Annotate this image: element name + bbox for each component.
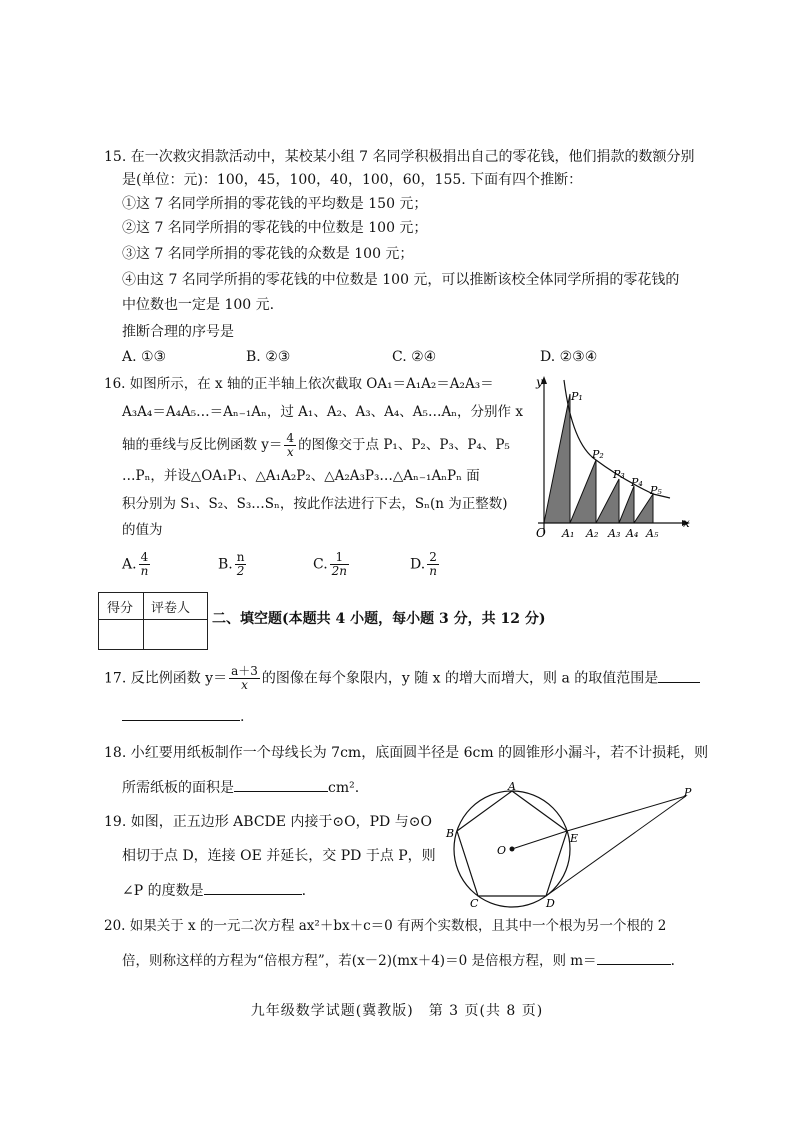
q19-line2: 相切于点 D，连接 OE 并延长，交 PD 于点 P，则 bbox=[122, 848, 436, 864]
p4-label: P₄ bbox=[631, 476, 643, 489]
q15-statement-4a: ④由这 7 名同学所捐的零花钱的中位数是 100 元，可以推断该校全体同学所捐的零花钱的 bbox=[122, 272, 680, 288]
pentagon-abcde bbox=[457, 791, 567, 896]
q15-statement-2: ②这 7 名同学所捐的零花钱的中位数是 100 元； bbox=[122, 220, 428, 236]
q16-line3: 轴的垂线与反比例函数 y＝ $\frac{4}{x}$ 的图像交于点 P₁、P₂、P₃、P₄、P₅ bbox=[122, 431, 510, 459]
q15-line2: 是(单位：元)：100，45，100，40，100，60，155. 下面有四个推断： bbox=[122, 172, 583, 188]
q19-line1: 19. 如图，正五边形 ABCDE 内接于⊙O，PD 与⊙O bbox=[104, 814, 432, 830]
a5-label: A₅ bbox=[646, 527, 659, 540]
q16-line4: …Pₙ，并设△OA₁P₁、△A₁A₂P₂、△A₂A₃P₃…△Aₙ₋₁AₙPₙ 面 bbox=[122, 468, 480, 484]
score-label: 得分 bbox=[107, 601, 134, 616]
label-b: B bbox=[446, 827, 455, 840]
q15-option-a: A. ①③ bbox=[122, 349, 167, 365]
label-d: D bbox=[546, 897, 555, 910]
q17-line2: . bbox=[122, 706, 244, 727]
origin-label: O bbox=[536, 526, 546, 540]
q15-line1: 15. 在一次救灾捐款活动中，某校某小组 7 名同学积极捐出自己的零花钱，他们捐款的数额分别 bbox=[104, 149, 695, 165]
q15-statement-4b: 中位数也一定是 100 元. bbox=[122, 297, 275, 313]
a2-label: A₂ bbox=[586, 527, 599, 540]
section2-title: 二、填空题(本题共 4 小题，每小题 3 分，共 12 分) bbox=[212, 611, 546, 627]
triangle-s3 bbox=[596, 479, 619, 523]
triangle-s1 bbox=[544, 394, 570, 523]
q16-line5: 积分别为 S₁、S₂、S₃…Sₙ，按此作法进行下去，Sₙ(n 为正整数) bbox=[122, 496, 508, 512]
p1-label: P₁ bbox=[571, 390, 583, 403]
q15-option-c: C. ②④ bbox=[392, 349, 437, 365]
q18-line2: 所需纸板的面积是 cm². bbox=[122, 777, 359, 798]
q17-line1: 17. 反比例函数 y＝ $\frac{a+3}{x}$ 的图像在每个象限内，y 随 x 的增大而增大，则 a 的取值范围是 bbox=[104, 665, 700, 692]
q16-option-b: B. $\frac{n}{2}$ bbox=[218, 550, 245, 578]
q15-prompt: 推断合理的序号是 bbox=[122, 324, 234, 340]
p2-label: P₂ bbox=[592, 448, 604, 461]
segment-dp bbox=[546, 796, 686, 896]
q16-figure bbox=[530, 374, 694, 542]
q15-option-b: B. ②③ bbox=[246, 349, 291, 365]
label-a: A bbox=[508, 780, 516, 793]
triangle-s4 bbox=[619, 486, 634, 523]
q15-statement-1: ①这 7 名同学所捐的零花钱的平均数是 150 元； bbox=[122, 196, 428, 212]
page-footer: 九年级数学试题(冀教版) 第 3 页(共 8 页) bbox=[250, 1003, 544, 1019]
q19-line3: ∠P 的度数是 . bbox=[122, 880, 306, 901]
score-table bbox=[98, 592, 208, 650]
q16-line1: 16. 如图所示，在 x 轴的正半轴上依次截取 OA₁＝A₁A₂＝A₂A₃＝ bbox=[104, 376, 494, 392]
q19-figure bbox=[440, 780, 700, 910]
q16-option-d: D. $\frac{2}{n}$ bbox=[410, 550, 437, 578]
label-p: P bbox=[684, 786, 692, 799]
label-e: E bbox=[570, 832, 579, 845]
segment-oe bbox=[512, 831, 567, 849]
q18-line1: 18. 小红要用纸板制作一个母线长为 7cm，底面圆半径是 6cm 的圆锥形小漏斗，若不计损耗，则 bbox=[104, 745, 709, 761]
segment-ep bbox=[567, 796, 686, 831]
a3-label: A₃ bbox=[608, 527, 621, 540]
label-c: C bbox=[470, 897, 479, 910]
q20-line2: 倍，则称这样的方程为“倍根方程”，若(x－2)(mx＋4)＝0 是倍根方程，则 m＝ . bbox=[122, 950, 675, 971]
q15-option-d: D. ②③④ bbox=[540, 349, 598, 365]
q16-option-a: A. $\frac{4}{n}$ bbox=[122, 550, 149, 578]
a1-label: A₁ bbox=[562, 527, 575, 540]
q17-fraction: $\frac{a+3}{x}$ bbox=[231, 664, 258, 692]
a4-label: A₄ bbox=[626, 527, 639, 540]
p3-label: P₃ bbox=[613, 468, 625, 481]
q16-option-c: C. $\frac{1}{2n}$ bbox=[313, 550, 348, 578]
q15-statement-3: ③这 7 名同学所捐的零花钱的众数是 100 元； bbox=[122, 246, 414, 262]
x-label: x bbox=[683, 516, 690, 530]
q17-answer-blank-1[interactable] bbox=[658, 668, 700, 683]
q16-fraction: $\frac{4}{x}$ bbox=[286, 431, 295, 459]
q19-answer-blank[interactable] bbox=[204, 880, 302, 895]
triangle-s5 bbox=[634, 494, 653, 523]
y-label: y bbox=[536, 375, 543, 389]
triangle-s2 bbox=[570, 460, 596, 523]
q20-answer-blank[interactable] bbox=[597, 950, 671, 965]
q20-line1: 20. 如果关于 x 的一元二次方程 ax²＋bx＋c＝0 有两个实数根，且其中一个根为另一个根的 2 bbox=[104, 918, 667, 934]
q18-answer-blank[interactable] bbox=[234, 777, 328, 792]
q16-line6: 的值为 bbox=[122, 522, 163, 538]
grader-label: 评卷人 bbox=[151, 601, 191, 616]
q16-line2: A₃A₄＝A₄A₅…＝Aₙ₋₁Aₙ，过 A₁、A₂、A₃、A₄、A₅…Aₙ，分别作 x bbox=[122, 404, 523, 420]
q17-answer-blank-2[interactable] bbox=[122, 706, 240, 721]
center-dot bbox=[510, 847, 515, 852]
p5-label: P₅ bbox=[650, 484, 662, 497]
label-o: O bbox=[497, 844, 507, 857]
